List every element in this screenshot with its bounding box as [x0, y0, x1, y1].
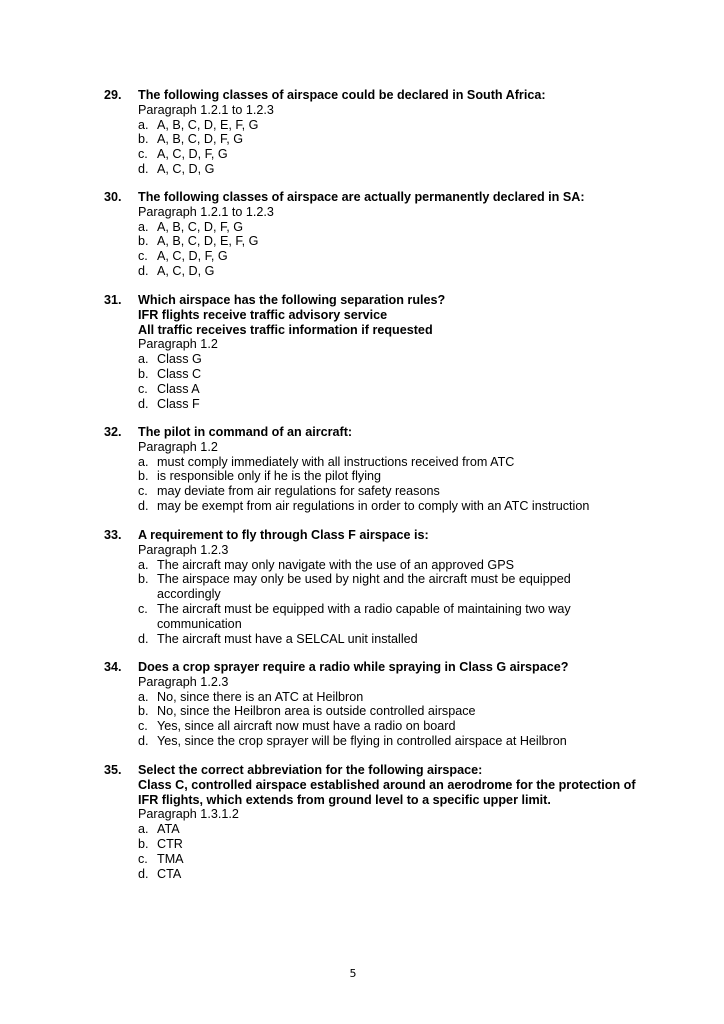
question-header [104, 763, 664, 807]
question-number: 31. [104, 293, 122, 307]
option-text: A, B, C, D, E, F, G [157, 234, 259, 249]
answer-option [138, 469, 664, 484]
answer-options [138, 822, 664, 881]
option-letter: c. [138, 381, 148, 396]
question-text: Which airspace has the following separation rules? [138, 293, 446, 307]
answer-option [138, 234, 664, 249]
answer-option [138, 558, 578, 573]
question-text: The following classes of airspace are actually permanently declared in SA: [138, 190, 585, 204]
option-text: A, B, C, D, E, F, G [157, 117, 259, 132]
answer-option [138, 367, 664, 382]
question-header [104, 425, 664, 440]
option-letter: c. [138, 851, 148, 866]
option-text: may be exempt from air regulations in order to comply with an ATC instruction [157, 498, 590, 513]
option-text: The aircraft must be equipped with a radio capable of maintaining two way communication [157, 601, 571, 631]
answer-options [138, 118, 664, 177]
option-letter: b. [138, 469, 149, 484]
question-header [104, 528, 664, 543]
question-30 [104, 190, 664, 279]
question-text: All traffic receives traffic information if requested [138, 322, 433, 337]
paragraph-reference: Paragraph 1.3.1.2 [138, 807, 239, 822]
question-number: 29. [104, 88, 122, 102]
option-letter: b. [138, 704, 149, 719]
option-letter: a. [138, 822, 149, 837]
option-letter: d. [138, 161, 149, 176]
answer-option [138, 690, 664, 705]
answer-option [138, 249, 664, 264]
option-letter: c. [138, 147, 148, 162]
answer-options [138, 352, 664, 411]
question-text: Select the correct abbreviation for the following airspace: [138, 763, 483, 777]
option-letter: d. [138, 631, 149, 646]
answer-option [138, 264, 664, 279]
option-letter: b. [138, 366, 149, 381]
option-letter: d. [138, 498, 149, 513]
answer-option [138, 572, 578, 602]
answer-option [138, 704, 664, 719]
option-text: No, since there is an ATC at Heilbron [157, 689, 364, 704]
question-text: The following classes of airspace could be declared in South Africa: [138, 88, 546, 102]
option-letter: d. [138, 263, 149, 278]
answer-option [138, 352, 664, 367]
option-text: A, B, C, D, F, G [157, 219, 244, 234]
question-text: A requirement to fly through Class F airspace is: [138, 528, 429, 542]
question-text: Does a crop sprayer require a radio while spraying in Class G airspace? [138, 660, 569, 674]
option-text: The airspace may only be used by night and the aircraft must be equipped accordingly [157, 572, 571, 602]
answer-option [138, 719, 664, 734]
option-letter: d. [138, 396, 149, 411]
answer-option [138, 162, 664, 177]
paragraph-reference: Paragraph 1.2.1 to 1.2.3 [138, 204, 274, 219]
question-text: IFR flights receive traffic advisory service [138, 307, 388, 322]
option-text: No, since the Heilbron area is outside controlled airspace [157, 704, 476, 719]
option-letter: b. [138, 234, 149, 249]
paragraph-reference: Paragraph 1.2.3 [138, 542, 229, 557]
option-text: The aircraft must have a SELCAL unit installed [157, 631, 418, 646]
option-letter: c. [138, 601, 148, 616]
answer-option [138, 499, 664, 514]
question-header [104, 293, 664, 337]
option-letter: a. [138, 454, 149, 469]
answer-option [138, 132, 664, 147]
option-text: A, B, C, D, F, G [157, 132, 244, 147]
answer-option [138, 837, 664, 852]
answer-option [138, 734, 664, 749]
paragraph-reference: Paragraph 1.2 [138, 337, 218, 352]
option-letter: b. [138, 836, 149, 851]
answer-option [138, 852, 664, 867]
option-text: CTR [157, 836, 183, 851]
question-header [104, 190, 664, 205]
option-text: Yes, since all aircraft now must have a radio on board [157, 719, 456, 734]
question-text: The pilot in command of an aircraft: [138, 425, 353, 439]
option-letter: c. [138, 249, 148, 264]
option-letter: a. [138, 219, 149, 234]
answer-option [138, 220, 664, 235]
option-text: A, C, D, F, G [157, 147, 228, 162]
answer-option [138, 382, 664, 397]
answer-option [138, 147, 664, 162]
option-letter: a. [138, 352, 149, 367]
answer-option [138, 484, 664, 499]
option-text: Yes, since the crop sprayer will be flying in controlled airspace at Heilbron [157, 733, 567, 748]
question-number: 34. [104, 660, 122, 674]
answer-options [138, 558, 578, 647]
option-text: A, C, D, G [157, 263, 215, 278]
question-32 [104, 425, 664, 514]
option-text: may deviate from air regulations for safety reasons [157, 484, 440, 499]
option-text: A, C, D, F, G [157, 249, 228, 264]
answer-option [138, 632, 578, 647]
question-number: 33. [104, 528, 122, 542]
option-text: The aircraft may only navigate with the use of an approved GPS [157, 557, 515, 572]
option-text: A, C, D, G [157, 161, 215, 176]
option-letter: b. [138, 572, 149, 587]
question-header [104, 88, 664, 103]
paragraph-reference: Paragraph 1.2.1 to 1.2.3 [138, 102, 274, 117]
answer-options [138, 690, 664, 749]
option-letter: a. [138, 117, 149, 132]
question-34 [104, 660, 664, 749]
answer-option [138, 602, 578, 632]
page-number: 5 [349, 967, 357, 980]
option-letter: c. [138, 484, 148, 499]
answer-option [138, 118, 664, 133]
answer-options [138, 455, 664, 514]
option-text: Class F [157, 396, 200, 411]
option-letter: b. [138, 132, 149, 147]
answer-option [138, 455, 664, 470]
option-letter: d. [138, 866, 149, 881]
option-text: Class C [157, 366, 202, 381]
question-text: Class C, controlled airspace established around an aerodrome for the protection of IFR flights, which extends from ground level to a specific upper limit. [138, 777, 636, 807]
question-33 [104, 528, 664, 646]
option-letter: a. [138, 689, 149, 704]
paragraph-reference: Paragraph 1.2 [138, 439, 218, 454]
answer-option [138, 397, 664, 412]
option-text: Class G [157, 352, 202, 367]
question-number: 35. [104, 763, 122, 777]
question-35 [104, 763, 664, 881]
question-31 [104, 293, 664, 411]
question-number: 32. [104, 425, 122, 439]
option-text: CTA [157, 866, 182, 881]
option-letter: a. [138, 557, 149, 572]
question-number: 30. [104, 190, 122, 204]
option-text: is responsible only if he is the pilot flying [157, 469, 382, 484]
answer-options [138, 220, 664, 279]
paragraph-reference: Paragraph 1.2.3 [138, 674, 229, 689]
option-text: ATA [157, 822, 180, 837]
answer-option [138, 867, 664, 882]
option-letter: c. [138, 719, 148, 734]
option-text: Class A [157, 381, 200, 396]
question-29 [104, 88, 664, 177]
question-header [104, 660, 664, 675]
option-text: TMA [157, 851, 184, 866]
option-text: must comply immediately with all instructions received from ATC [157, 454, 515, 469]
answer-option [138, 822, 664, 837]
option-letter: d. [138, 733, 149, 748]
